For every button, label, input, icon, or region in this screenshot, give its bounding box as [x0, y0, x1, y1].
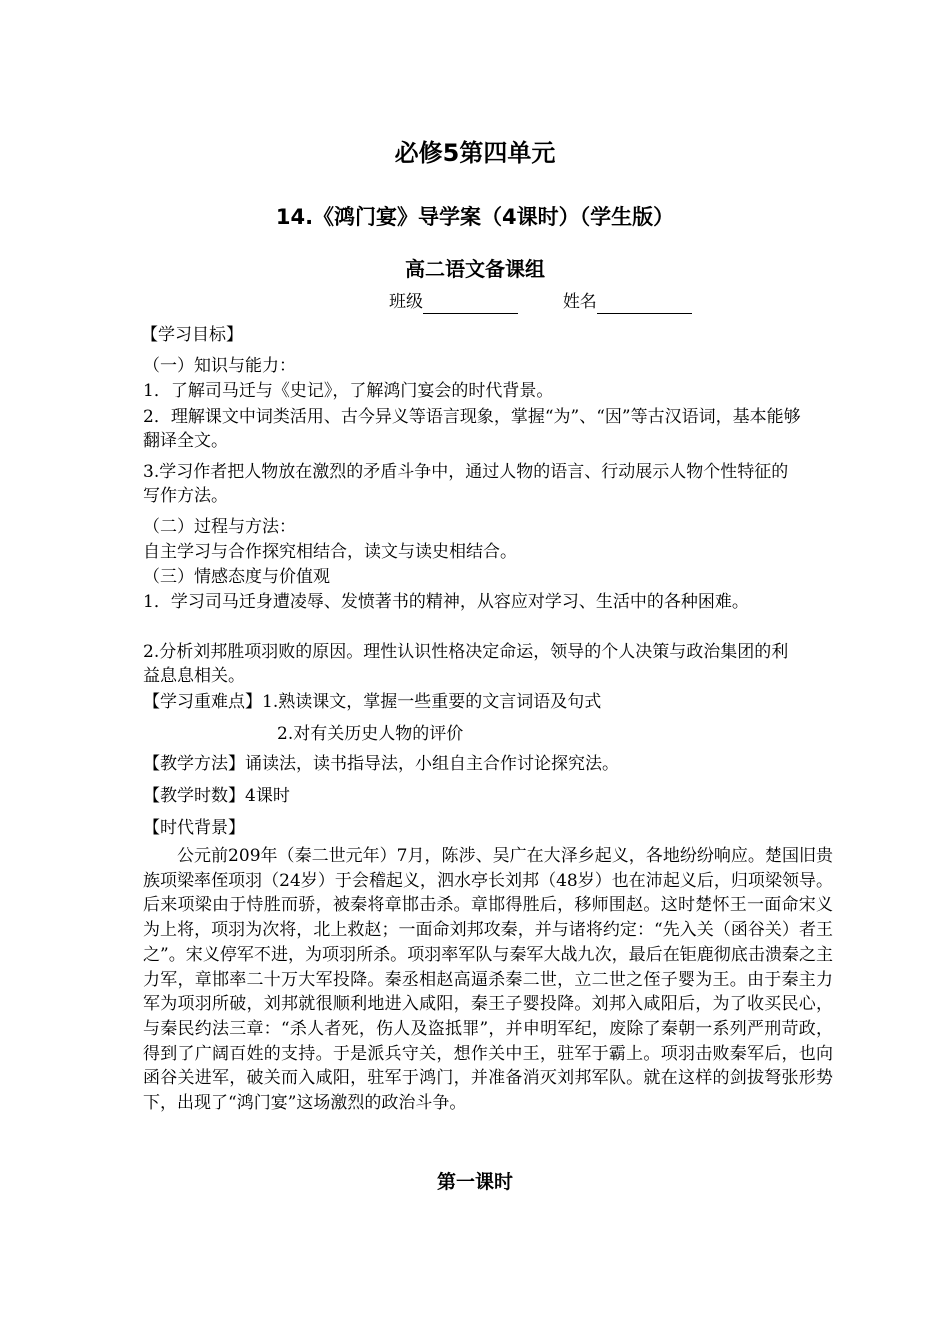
hours-line: [143, 784, 290, 808]
method-heading: 【教学方法】: [143, 754, 245, 774]
name-label: 姓名: [562, 292, 597, 312]
hours-text: 4课时: [245, 786, 290, 806]
name-blank[interactable]: [597, 295, 692, 314]
hours-heading: 【教学时数】: [143, 786, 245, 806]
objectives-sec2-text: 自主学习与合作探究相结合，读文与读史相结合。: [143, 542, 517, 562]
first-lesson-title: 第一课时: [436, 1171, 513, 1193]
background-heading: 【时代背景】: [143, 818, 245, 838]
objectives-item-5: 2.分析刘邦胜项羽败的原因。理性认识性格决定命运，领导的个人决策与政治集团的利益息息相关。: [143, 642, 789, 686]
method-line: [143, 752, 619, 776]
group-name: 高二语文备课组: [405, 257, 545, 281]
unit-title: 必修5第四单元: [394, 139, 556, 167]
class-name-line: [389, 290, 692, 314]
class-blank[interactable]: [423, 295, 518, 314]
objectives-item-3: 3.学习作者把人物放在激烈的矛盾斗争中，通过人物的语言、行动展示人物个性特征的写作方法。: [143, 462, 789, 506]
objectives-heading: 【学习目标】: [141, 325, 243, 345]
objectives-sec2-title: （二）过程与方法：: [143, 517, 296, 537]
background-paragraph: 公元前209年（秦二世元年）7月，陈涉、吴广在大泽乡起义，各地纷纷响应。楚国旧贵族项梁率侄项羽（24岁）于会稽起义，泗水亭长刘邦（48岁）也在沛起义后，归项梁领导。后来项梁由于恃胜而骄，被秦将章邯击杀。章邯得胜后，移师围赵。这时楚怀王一面命宋义为上将，项羽为次将，北上救赵；一面命刘邦攻秦，并与诸将约定：“先入关（函谷关）者王之”。宋义停军不进，为项羽所杀。项羽率军队与秦军大战九次，最后在钜鹿彻底击溃秦之主力军，章邯率二十万大军投降。秦丞相赵高逼杀秦二世，立二世之侄子婴为王。由于秦主力军为项羽所破，刘邦就很顺利地进入咸阳，秦王子婴投降。刘邦入咸阳后，为了收买民心，与秦民约法三章：“杀人者死，伤人及盗抵罪”，并申明军纪，废除了秦朝一系列严刑苛政，得到了广阔百姓的支持。于是派兵守关，想作关中王，驻军于霸上。项羽击败秦军后，也向函谷关进军，破关而入咸阳，驻军于鸿门，并准备消灭刘邦军队。就在这样的剑拔弩张形势下，出现了“鸿门宴”这场激烈的政治斗争。: [143, 846, 833, 1114]
objectives-item-4: 1．学习司马迁身遭凌辱、发愤著书的精神，从容应对学习、生活中的各种困难。: [143, 592, 749, 612]
class-label: 班级: [389, 292, 423, 312]
key-points-item-1: 1.熟读课文，掌握一些重要的文言词语及句式: [262, 692, 602, 712]
objectives-sec3-title: （三）情感态度与价值观: [143, 567, 330, 587]
key-points-heading: 【学习重难点】: [143, 692, 262, 712]
key-points-item-2: 2.对有关历史人物的评价: [277, 724, 464, 744]
key-points-line: [143, 690, 601, 714]
objectives-item-1: 1．了解司马迁与《史记》，了解鸿门宴会的时代背景。: [143, 381, 554, 401]
method-text: 诵读法，读书指导法，小组自主合作讨论探究法。: [245, 754, 619, 774]
objectives-sec1-title: （一）知识与能力：: [143, 356, 296, 376]
objectives-item-2: 2．理解课文中词类活用、古今异义等语言现象，掌握“为”、“因”等古汉语词，基本能够翻译全文。: [143, 407, 801, 451]
lesson-title: 14.《鸿门宴》导学案（4课时）（学生版）: [275, 205, 675, 229]
